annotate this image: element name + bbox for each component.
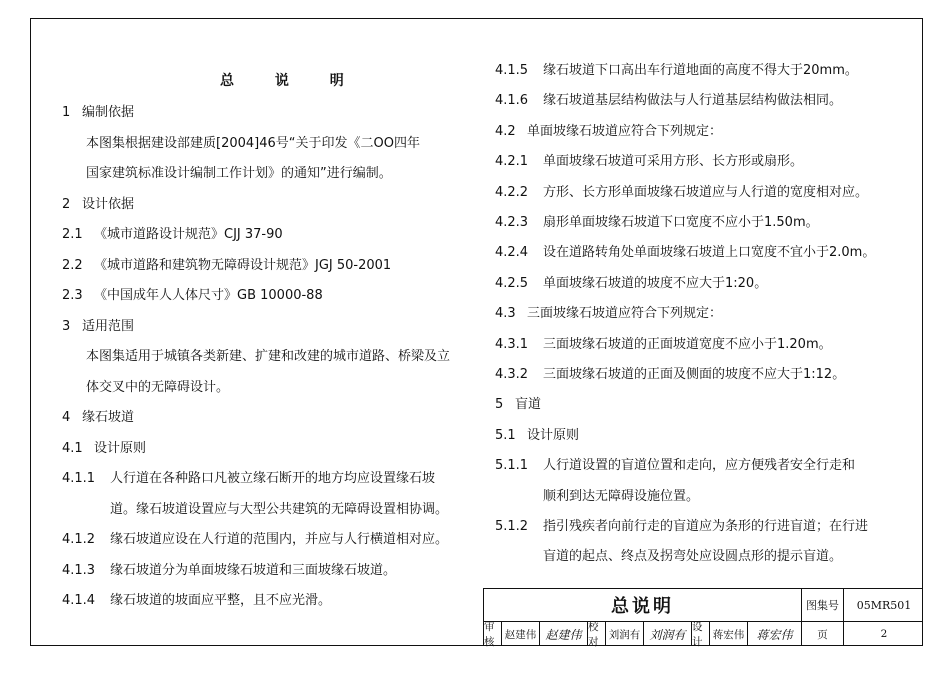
checker-label: 校对: [588, 622, 606, 646]
clause-text: 缘石坡道基层结构做法与人行道基层结构做法相同。: [543, 93, 843, 109]
clause-text: 设计原则: [527, 427, 580, 443]
clause-text: 《城市道路设计规范》CJJ 37-90: [94, 227, 283, 242]
title-block: [483, 588, 923, 646]
text-line: [495, 92, 842, 110]
clause-text: 单面坡缘石坡道的坡度不应大于1:20。: [543, 275, 768, 291]
text-line: [495, 184, 868, 202]
clause-number: 4.3.1: [495, 336, 529, 352]
clause-number: 5.1.2: [495, 519, 529, 534]
text-line: [495, 518, 868, 536]
clause-text: 设计依据: [82, 196, 135, 212]
text-line: [62, 196, 134, 214]
clause-text: 扇形单面坡缘石坡道下口宽度不应小于1.50m。: [543, 215, 819, 230]
clause-number: 4.2.3: [495, 215, 529, 230]
text-line: [495, 427, 579, 445]
clause-text: 编制依据: [82, 105, 135, 120]
text-line: [62, 562, 396, 580]
checker-signature: 刘润有: [644, 622, 692, 646]
clause-number: 4.3: [495, 306, 516, 322]
title-block-title: 总说明: [484, 589, 802, 621]
clause-text: 三面坡缘石坡道的正面及侧面的坡度不应大于1:12。: [543, 367, 846, 382]
text-line: [495, 123, 722, 141]
designer-name: 蒋宏伟: [710, 622, 748, 646]
clause-number: 1: [62, 105, 71, 120]
title-block-row2: [483, 621, 923, 646]
clause-number: 4.1.3: [62, 562, 96, 578]
atlas-number: 05MR501: [856, 598, 912, 612]
clause-number: 4.1.4: [62, 593, 96, 608]
clause-text: 本图集根据建设部建质[2004]46号“关于印发《二OO四年: [86, 135, 420, 151]
clause-text: 三面坡缘石坡道应符合下列规定：: [527, 306, 723, 322]
clause-text: 适用范围: [82, 318, 135, 334]
clause-text: 本图集适用于城镇各类新建、扩建和改建的城市道路、桥梁及立: [86, 349, 451, 364]
text-line: [86, 379, 229, 397]
text-line: [62, 592, 331, 610]
clause-number: 4.1: [62, 440, 83, 456]
text-line: [495, 153, 803, 171]
text-line: [62, 104, 134, 122]
clause-number: 3: [62, 318, 71, 334]
clause-text: 三面坡缘石坡道的正面坡道宽度不应小于1.20m。: [543, 336, 832, 352]
clause-number: 4.1.2: [62, 532, 96, 547]
designer-label: 设计: [692, 622, 710, 646]
clause-text: 单面坡缘石坡道应符合下列规定：: [527, 123, 723, 139]
text-line: [543, 548, 842, 566]
reviewer-label: 审核: [484, 622, 502, 646]
clause-text: 缘石坡道的坡面应平整，且不应光滑。: [110, 593, 332, 608]
clause-text: 顺利到达无障碍设施位置。: [543, 488, 700, 504]
text-line: [495, 244, 875, 262]
text-line: [62, 318, 134, 336]
page-title: 总 说 明: [220, 73, 362, 89]
text-line: [86, 348, 450, 366]
clause-text: 盲道: [515, 397, 542, 413]
clause-text: 设计原则: [94, 440, 147, 456]
text-line: [86, 165, 392, 183]
text-line: [495, 366, 845, 384]
clause-text: 方形、长方形单面坡缘石坡道应与人行道的宽度相对应。: [543, 184, 869, 200]
clause-text: 人行道设置的盲道位置和走向，应方便残者安全行走和: [543, 458, 856, 474]
clause-number: 2.1: [62, 227, 83, 242]
page-label: 页: [802, 622, 844, 646]
checker-name: 刘润有: [606, 622, 644, 646]
text-line: [62, 531, 448, 549]
clause-text: 体交叉中的无障碍设计。: [86, 379, 230, 395]
clause-text: 缘石坡道: [82, 410, 135, 425]
clause-text: 缘石坡道下口高出车行道地面的高度不得大于20mm。: [543, 63, 858, 78]
text-line: [495, 396, 541, 414]
clause-text: 国家建筑标准设计编制工作计划》的通知”进行编制。: [86, 166, 392, 181]
clause-number: 4.2.1: [495, 154, 529, 170]
clause-text: 《城市道路和建筑物无障碍设计规范》JGJ 50-2001: [94, 257, 392, 273]
clause-number: 4.2.4: [495, 245, 529, 261]
text-line: [495, 275, 767, 293]
text-line: [110, 501, 448, 519]
clause-text: 缘石坡道分为单面坡缘石坡道和三面坡缘石坡道。: [110, 562, 397, 578]
text-line: [495, 305, 722, 323]
clause-number: 4.2.5: [495, 275, 529, 291]
clause-number: 2.3: [62, 288, 83, 303]
clause-text: 单面坡缘石坡道可采用方形、长方形或扇形。: [543, 154, 804, 170]
text-line: [495, 336, 832, 354]
clause-text: 人行道在各种路口凡被立缘石断开的地方均应设置缘石坡: [110, 471, 436, 486]
text-line: [62, 440, 146, 458]
atlas-label: 图集号: [802, 589, 844, 621]
clause-number: 5: [495, 397, 504, 413]
clause-text: 《中国成年人人体尺寸》GB 10000-88: [94, 288, 323, 303]
clause-number: 4.1.6: [495, 93, 529, 109]
clause-number: 4: [62, 410, 71, 425]
clause-number: 4.1.1: [62, 471, 96, 486]
clause-number: 4.3.2: [495, 367, 529, 382]
text-line: [62, 257, 391, 275]
reviewer-name: 赵建伟: [502, 622, 540, 646]
clause-number: 2.2: [62, 257, 83, 273]
clause-number: 2: [62, 196, 71, 212]
text-line: [495, 457, 855, 475]
text-line: [62, 409, 134, 427]
designer-signature: 蒋宏伟: [748, 622, 802, 646]
clause-number: 4.2.2: [495, 184, 529, 200]
text-line: [495, 214, 819, 232]
clause-number: 5.1.1: [495, 458, 529, 474]
clause-text: 指引残疾者向前行走的盲道应为条形的行进盲道；在行进: [543, 519, 869, 534]
text-line: [543, 488, 699, 506]
clause-text: 盲道的起点、终点及拐弯处应设圆点形的提示盲道。: [543, 549, 843, 565]
clause-number: 5.1: [495, 427, 516, 443]
text-line: [86, 135, 420, 153]
page-number: 2: [880, 628, 888, 640]
clause-text: 缘石坡道应设在人行道的范围内，并应与人行横道相对应。: [110, 532, 449, 547]
clause-text: 设在道路转角处单面坡缘石坡道上口宽度不宜小于2.0m。: [543, 245, 876, 261]
clause-number: 4.2: [495, 123, 516, 139]
text-line: [495, 62, 858, 80]
text-line: [62, 226, 283, 244]
text-line: [62, 287, 323, 305]
clause-text: 道。缘石坡道设置应与大型公共建筑的无障碍设置相协调。: [110, 501, 449, 517]
reviewer-signature: 赵建伟: [540, 622, 588, 646]
title-block-row1: [483, 588, 923, 621]
clause-number: 4.1.5: [495, 63, 529, 78]
text-line: [62, 470, 435, 488]
